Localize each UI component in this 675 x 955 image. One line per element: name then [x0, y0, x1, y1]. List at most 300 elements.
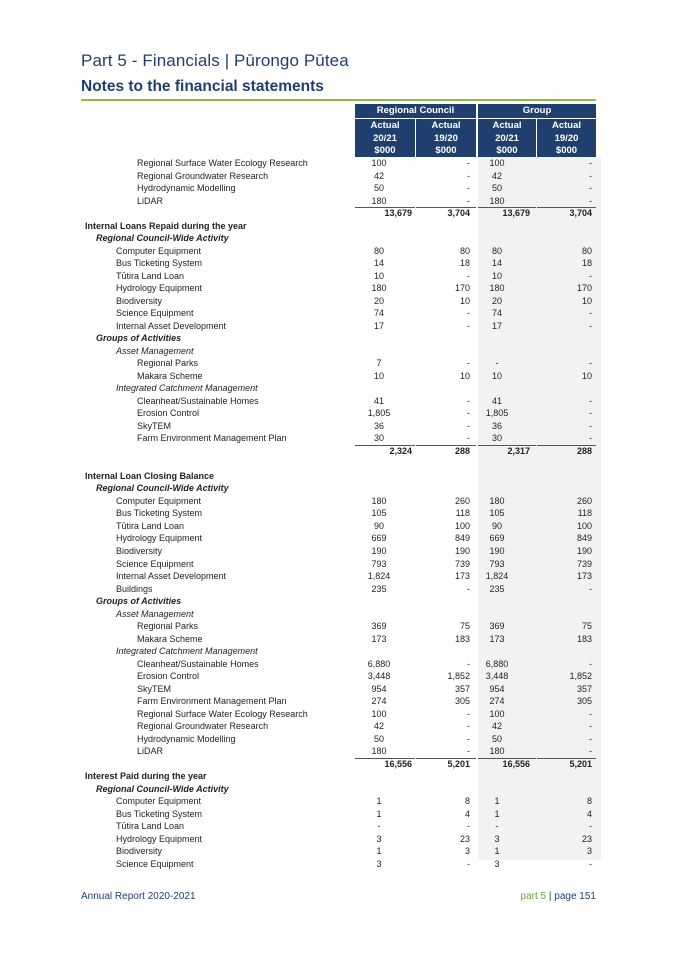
- table-row: [0, 670, 675, 683]
- row-label: Cleanheat/Sustainable Homes: [137, 658, 259, 669]
- table-cell: 6,880: [367, 658, 391, 669]
- table-row: [0, 558, 675, 571]
- row-label: Regional Council-Wide Activity: [96, 483, 229, 494]
- table-cell: -: [589, 408, 592, 419]
- table-row: [0, 520, 675, 533]
- table-row: [0, 407, 675, 420]
- table-cell: 793: [489, 558, 505, 569]
- table-row: [0, 645, 675, 658]
- table-cell: 50: [373, 183, 384, 194]
- table-cell: 42: [373, 721, 384, 732]
- table-cell: -: [467, 433, 470, 444]
- row-label: Cleanheat/Sustainable Homes: [137, 395, 259, 406]
- row-label: Erosion Control: [137, 408, 200, 419]
- table-cell: 357: [454, 683, 470, 694]
- total-rule: [355, 445, 415, 446]
- table-cell: 274: [371, 696, 387, 707]
- table-cell: 10: [491, 370, 502, 381]
- table-cell: 100: [576, 520, 592, 531]
- row-label: Internal Loan Closing Balance: [85, 470, 215, 481]
- table-cell: 190: [371, 545, 387, 556]
- table-row: [0, 170, 675, 183]
- group-header-group: Group: [478, 104, 596, 118]
- table-row: [0, 495, 675, 508]
- table-cell: 50: [373, 733, 384, 744]
- table-cell: 170: [454, 283, 470, 294]
- row-label: Science Equipment: [116, 858, 194, 869]
- row-label: Regional Council-Wide Activity: [96, 783, 229, 794]
- table-cell: -: [589, 733, 592, 744]
- row-label: Biodiversity: [116, 545, 163, 556]
- total-rule: [355, 207, 415, 208]
- row-label: Regional Groundwater Research: [137, 721, 269, 732]
- table-cell: 1: [494, 796, 500, 807]
- column-header: Actual 20/21 $000: [355, 119, 415, 157]
- table-row: [0, 695, 675, 708]
- table-cell: 3,448: [367, 671, 391, 682]
- table-cell: 105: [371, 508, 387, 519]
- table-cell: -: [467, 583, 470, 594]
- table-cell: -: [589, 658, 592, 669]
- table-cell: -: [589, 420, 592, 431]
- total-rule: [416, 207, 476, 208]
- table-row: [0, 307, 675, 320]
- row-label: Regional Surface Water Ecology Research: [137, 708, 308, 719]
- table-cell: 17: [373, 320, 384, 331]
- table-cell: 75: [459, 621, 470, 632]
- table-row: [0, 770, 675, 783]
- table-cell: -: [495, 821, 499, 832]
- table-cell: 80: [491, 245, 502, 256]
- table-cell: 1,824: [485, 571, 509, 582]
- row-label: Hydrology Equipment: [116, 833, 203, 844]
- table-cell: 669: [489, 533, 505, 544]
- title-underline: [81, 99, 596, 101]
- table-row: [0, 858, 675, 871]
- table-cell: 3: [376, 858, 382, 869]
- row-label: Regional Groundwater Research: [137, 170, 269, 181]
- table-row: [0, 595, 675, 608]
- table-cell: -: [467, 195, 470, 206]
- table-cell: 8: [586, 796, 592, 807]
- table-cell: -: [467, 270, 470, 281]
- row-label: Regional Parks: [137, 621, 199, 632]
- table-cell: 1: [376, 808, 382, 819]
- table-cell: 7: [376, 358, 382, 369]
- table-cell: -: [589, 708, 592, 719]
- financial-table-body: [0, 157, 675, 870]
- table-cell: 3: [494, 833, 500, 844]
- table-cell: 305: [576, 696, 592, 707]
- table-cell: -: [467, 721, 470, 732]
- table-cell: 100: [489, 158, 505, 168]
- table-cell: 1: [494, 846, 500, 857]
- table-cell: -: [467, 733, 470, 744]
- table-cell: 180: [371, 195, 387, 206]
- table-row: [0, 532, 675, 545]
- table-row: [0, 658, 675, 671]
- table-cell: 42: [491, 721, 502, 732]
- table-cell: 1,824: [367, 571, 391, 582]
- row-label: Groups of Activities: [96, 596, 182, 607]
- total-rule: [478, 445, 536, 446]
- table-row: [0, 395, 675, 408]
- row-label: Bus Ticketing System: [116, 258, 203, 269]
- table-cell: 190: [489, 545, 505, 556]
- table-cell: 74: [491, 308, 502, 319]
- table-cell: 1: [494, 808, 500, 819]
- table-cell: 42: [491, 170, 502, 181]
- table-cell: 288: [454, 445, 470, 456]
- table-cell: -: [467, 420, 470, 431]
- table-cell: 50: [491, 733, 502, 744]
- table-total-row: [0, 445, 675, 458]
- table-row: [0, 332, 675, 345]
- row-label: Computer Equipment: [116, 245, 202, 256]
- table-cell: -: [589, 433, 592, 444]
- table-total-row: [0, 207, 675, 220]
- table-cell: -: [467, 708, 470, 719]
- table-cell: 1,852: [447, 671, 470, 682]
- table-cell: 4: [464, 808, 470, 819]
- table-row: [0, 432, 675, 445]
- row-label: Internal Loans Repaid during the year: [85, 220, 247, 231]
- table-cell: -: [467, 320, 470, 331]
- table-row: [0, 583, 675, 596]
- table-row: [0, 232, 675, 245]
- table-cell: -: [495, 358, 499, 369]
- table-cell: 10: [459, 370, 470, 381]
- table-cell: 5,201: [569, 758, 592, 769]
- row-label: Hydrology Equipment: [116, 533, 203, 544]
- table-row: [0, 320, 675, 333]
- table-row: [0, 420, 675, 433]
- table-cell: 118: [577, 508, 592, 519]
- table-row: [0, 295, 675, 308]
- row-label: SkyTEM: [137, 420, 172, 431]
- table-cell: -: [589, 358, 592, 369]
- table-cell: -: [589, 195, 592, 206]
- table-cell: 235: [371, 583, 387, 594]
- table-cell: 190: [576, 545, 592, 556]
- table-row: [0, 370, 675, 383]
- table-cell: 10: [373, 270, 384, 281]
- total-rule: [416, 758, 476, 759]
- row-label: Computer Equipment: [116, 796, 202, 807]
- table-cell: 100: [489, 708, 505, 719]
- table-cell: -: [467, 408, 470, 419]
- table-cell: 4: [586, 808, 592, 819]
- table-cell: 14: [491, 258, 502, 269]
- table-cell: 42: [373, 170, 384, 181]
- table-cell: 1: [376, 846, 382, 857]
- table-cell: -: [467, 358, 470, 369]
- table-row: [0, 245, 675, 258]
- table-cell: 36: [491, 420, 502, 431]
- table-row: [0, 708, 675, 721]
- table-row: [0, 820, 675, 833]
- total-rule: [416, 445, 476, 446]
- table-cell: 100: [371, 708, 387, 719]
- table-cell: 10: [581, 370, 592, 381]
- table-cell: 357: [576, 683, 592, 694]
- table-cell: 3,448: [485, 671, 509, 682]
- table-row: [0, 545, 675, 558]
- row-label: Regional Council-Wide Activity: [96, 233, 229, 244]
- row-label: Interest Paid during the year: [85, 771, 207, 782]
- table-cell: 20: [373, 295, 384, 306]
- table-cell: 10: [373, 370, 384, 381]
- page-title: Part 5 - Financials | Pūrongo Pūtea: [81, 51, 349, 70]
- table-cell: -: [589, 395, 592, 406]
- page-subtitle: Notes to the financial statements: [81, 78, 324, 95]
- row-label: Biodiversity: [116, 295, 163, 306]
- table-cell: 954: [489, 683, 505, 694]
- row-label: LiDAR: [137, 195, 164, 206]
- table-cell: -: [467, 746, 470, 757]
- table-cell: 105: [489, 508, 505, 519]
- table-cell: 260: [576, 495, 592, 506]
- table-cell: 739: [576, 558, 592, 569]
- row-label: Biodiversity: [116, 846, 163, 857]
- table-cell: -: [467, 308, 470, 319]
- footer-report-name: Annual Report 2020-2021: [81, 891, 196, 902]
- table-cell: 17: [491, 320, 502, 331]
- table-cell: 10: [459, 295, 470, 306]
- row-label: Computer Equipment: [116, 495, 202, 506]
- table-cell: 75: [581, 621, 592, 632]
- table-cell: 90: [491, 520, 502, 531]
- table-cell: 100: [454, 520, 470, 531]
- table-cell: 183: [454, 633, 470, 644]
- table-row: [0, 182, 675, 195]
- table-cell: 180: [371, 283, 387, 294]
- table-cell: 1,805: [485, 408, 509, 419]
- table-cell: 173: [489, 633, 505, 644]
- table-cell: -: [589, 308, 592, 319]
- table-row: [0, 833, 675, 846]
- row-label: Internal Asset Development: [116, 571, 227, 582]
- footer-page-number: part 5 | page 151: [520, 891, 596, 902]
- table-cell: 74: [373, 308, 384, 319]
- table-row: [0, 808, 675, 821]
- table-row: [0, 282, 675, 295]
- row-label: Erosion Control: [137, 671, 200, 682]
- table-cell: 3: [494, 858, 500, 869]
- table-cell: 3,704: [447, 208, 470, 219]
- table-cell: 3: [376, 833, 382, 844]
- table-cell: 1,805: [367, 408, 391, 419]
- table-cell: 80: [581, 245, 592, 256]
- table-row: [0, 608, 675, 621]
- table-row: [0, 470, 675, 483]
- table-cell: 180: [489, 746, 505, 757]
- table-cell: -: [589, 270, 592, 281]
- table-row: [0, 482, 675, 495]
- row-label: Groups of Activities: [96, 333, 182, 344]
- table-total-row: [0, 758, 675, 771]
- row-label: Integrated Catchment Management: [116, 383, 258, 394]
- table-cell: 274: [489, 696, 505, 707]
- table-cell: 849: [454, 533, 470, 544]
- table-cell: 180: [489, 195, 505, 206]
- table-cell: 369: [371, 621, 387, 632]
- table-cell: 80: [459, 245, 470, 256]
- table-cell: 180: [371, 746, 387, 757]
- table-cell: -: [589, 721, 592, 732]
- row-label: Bus Ticketing System: [116, 808, 203, 819]
- table-cell: 80: [373, 245, 384, 256]
- table-cell: 23: [581, 833, 592, 844]
- table-cell: -: [467, 658, 470, 669]
- table-cell: 1: [376, 796, 382, 807]
- total-rule: [537, 758, 596, 759]
- total-rule: [478, 758, 536, 759]
- table-cell: -: [589, 821, 592, 832]
- table-cell: 173: [371, 633, 387, 644]
- table-cell: 260: [454, 495, 470, 506]
- table-cell: 180: [489, 283, 505, 294]
- table-cell: 2,324: [389, 445, 412, 456]
- row-label: Regional Parks: [137, 358, 199, 369]
- table-cell: 3,704: [569, 208, 592, 219]
- table-cell: -: [467, 821, 470, 832]
- table-cell: 18: [581, 258, 592, 269]
- table-row: [0, 345, 675, 358]
- table-cell: 13,679: [384, 208, 412, 219]
- table-cell: 180: [489, 495, 505, 506]
- table-cell: 8: [464, 796, 470, 807]
- table-row: [0, 257, 675, 270]
- table-cell: -: [589, 320, 592, 331]
- table-cell: 5,201: [447, 758, 470, 769]
- table-cell: 793: [371, 558, 387, 569]
- table-cell: 3: [464, 846, 470, 857]
- row-label: Bus Ticketing System: [116, 508, 203, 519]
- table-cell: 849: [576, 533, 592, 544]
- table-cell: 30: [373, 433, 384, 444]
- table-cell: 288: [576, 445, 592, 456]
- table-cell: 100: [371, 158, 387, 168]
- table-row: [0, 620, 675, 633]
- row-label: Tūtira Land Loan: [116, 520, 185, 531]
- table-row: [0, 683, 675, 696]
- table-row: [0, 633, 675, 646]
- table-row: [0, 220, 675, 233]
- table-cell: -: [467, 170, 470, 181]
- table-row: [0, 733, 675, 746]
- table-cell: -: [589, 170, 592, 181]
- table-cell: 90: [373, 520, 384, 531]
- column-header: Actual 19/20 $000: [416, 119, 476, 157]
- table-cell: -: [467, 858, 470, 869]
- row-label: Makara Scheme: [137, 370, 203, 381]
- table-cell: 41: [373, 395, 384, 406]
- table-cell: 18: [459, 258, 470, 269]
- row-label: Asset Management: [116, 608, 194, 619]
- table-row: [0, 570, 675, 583]
- table-cell: 118: [455, 508, 470, 519]
- table-cell: 10: [491, 270, 502, 281]
- table-cell: -: [589, 158, 592, 168]
- table-cell: 739: [454, 558, 470, 569]
- table-cell: 190: [454, 545, 470, 556]
- table-cell: 170: [576, 283, 592, 294]
- table-cell: 180: [371, 495, 387, 506]
- row-label: Integrated Catchment Management: [116, 646, 258, 657]
- table-row: [0, 795, 675, 808]
- row-label: Farm Environment Management Plan: [137, 696, 287, 707]
- row-label: Hydrodynamic Modelling: [137, 733, 236, 744]
- table-cell: 50: [491, 183, 502, 194]
- table-row: [0, 720, 675, 733]
- table-row: [0, 783, 675, 796]
- table-cell: -: [589, 183, 592, 194]
- table-cell: 41: [491, 395, 502, 406]
- table-cell: 16,556: [384, 758, 412, 769]
- total-rule: [537, 207, 596, 208]
- table-cell: 3: [586, 846, 592, 857]
- row-label: LiDAR: [137, 746, 164, 757]
- table-row: [0, 157, 675, 170]
- table-row: [0, 457, 675, 470]
- row-label: Hydrology Equipment: [116, 283, 203, 294]
- table-cell: -: [377, 821, 381, 832]
- table-cell: 10: [581, 295, 592, 306]
- row-label: Internal Asset Development: [116, 320, 227, 331]
- table-cell: -: [589, 858, 592, 869]
- table-cell: -: [467, 183, 470, 194]
- table-row: [0, 357, 675, 370]
- row-label: Tūtira Land Loan: [116, 270, 185, 281]
- table-cell: 23: [459, 833, 470, 844]
- table-row: [0, 745, 675, 758]
- table-row: [0, 845, 675, 858]
- total-rule: [537, 445, 596, 446]
- row-label: Farm Environment Management Plan: [137, 433, 287, 444]
- total-rule: [478, 207, 536, 208]
- row-label: Science Equipment: [116, 308, 194, 319]
- column-header: Actual 20/21 $000: [478, 119, 536, 157]
- table-cell: 36: [373, 420, 384, 431]
- row-label: Regional Surface Water Ecology Research: [137, 158, 308, 168]
- total-rule: [355, 758, 415, 759]
- table-cell: -: [589, 583, 592, 594]
- table-cell: 173: [454, 571, 470, 582]
- table-cell: 173: [576, 571, 592, 582]
- row-label: Makara Scheme: [137, 633, 203, 644]
- table-row: [0, 195, 675, 208]
- table-row: [0, 382, 675, 395]
- table-cell: 369: [489, 621, 505, 632]
- table-cell: -: [467, 158, 470, 168]
- table-cell: 305: [454, 696, 470, 707]
- row-label: Buildings: [116, 583, 153, 594]
- table-row: [0, 507, 675, 520]
- table-cell: 30: [491, 433, 502, 444]
- table-cell: 1,852: [569, 671, 592, 682]
- table-cell: 16,556: [502, 758, 530, 769]
- table-cell: 2,317: [507, 445, 530, 456]
- table-cell: 183: [576, 633, 592, 644]
- table-cell: 669: [371, 533, 387, 544]
- table-cell: -: [467, 395, 470, 406]
- table-cell: 20: [491, 295, 502, 306]
- table-cell: 6,880: [485, 658, 509, 669]
- row-label: Asset Management: [116, 345, 194, 356]
- row-label: Hydrodynamic Modelling: [137, 183, 236, 194]
- table-cell: 14: [373, 258, 384, 269]
